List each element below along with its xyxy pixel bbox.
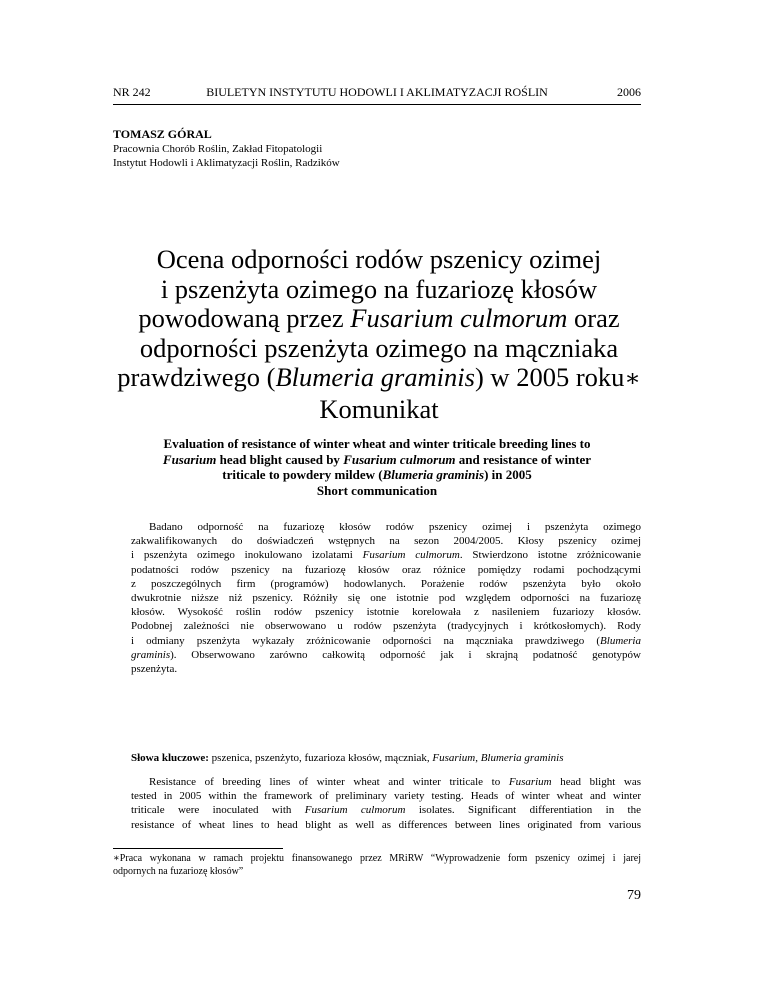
english-title-species: Blumeria graminis	[382, 467, 485, 482]
abstract-line: pszenżyta.	[131, 662, 178, 675]
abstract-line	[131, 775, 641, 789]
keywords-label: Słowa kluczowe:	[131, 752, 209, 764]
title-species-name: Blumeria graminis	[275, 362, 475, 392]
title-text: ) w 2005 roku	[474, 362, 625, 392]
title-line-4: odporności pszenżyta ozimego na mączniaka	[139, 332, 619, 363]
title-line-2: i pszenżyta ozimego na fuzariozę kłosów	[160, 273, 598, 304]
title-line-6: Komunikat	[319, 393, 439, 424]
english-title-text: ) in 2005	[484, 467, 532, 482]
abstract-line: Podobnej zależności nie obserwowano u rodów pszenżyta (tradycyjnych i krótkosłomych). Rody	[131, 620, 641, 633]
abstract-line: podatności rodów pszenicy na fuzariozę kłosów oraz różnice pomiędzy rodami pochodzącymi	[131, 563, 641, 576]
english-title-line-4: Short communication	[316, 482, 438, 498]
footnote-line: odpornych na fuzariozę kłosów”	[113, 866, 244, 877]
abstract-text: isolates. Significant differentiation in the	[405, 804, 641, 817]
english-title-line-2	[113, 452, 641, 468]
title-text: oraz	[567, 303, 620, 333]
abstract-line: kłosów. Wysokość roślin rodów pszenicy istotnie korelowała z nasileniem fuzariozy kłosów.	[131, 606, 641, 619]
abstract-polish	[131, 520, 641, 676]
abstract-line: tested in 2005 within the framework of preliminary variety testing. Heads of winter wheat and winter	[131, 790, 641, 803]
title-line-1: Ocena odporności rodów pszenicy ozimej	[156, 244, 602, 274]
abstract-line: dwukrotnie niższe niż pszenicy. Różniły się one istotnie pod względem odporności na fuzariozę	[131, 591, 641, 604]
abstract-text: Resistance of breeding lines of winter wheat and winter triticale to	[149, 776, 509, 788]
abstract-line: zakwalifikowanych do doświadczeń wstępnych na sezon 2004/2005. Kłosy pszenicy ozimej	[131, 535, 641, 548]
english-title-text: triticale to powdery mildew (	[222, 467, 383, 482]
footnote	[113, 852, 641, 878]
title-text: prawdziwego (	[117, 362, 276, 392]
english-title-text: head blight caused by	[216, 451, 344, 467]
abstract-text: i odmiany pszenżyta wykazały zróżnicowanie odporności na mączniaka prawdziwego (	[131, 634, 601, 647]
species-name: Fusarium culmorum	[304, 804, 406, 817]
title-line-5	[100, 363, 658, 395]
abstract-line: resistance of wheat lines to head blight as well as differences between lines originated from various	[131, 818, 641, 831]
abstract-text: triticale were inoculated with	[131, 804, 305, 817]
species-name: Blumeria	[600, 634, 641, 647]
author-name: TOMASZ GÓRAL	[113, 127, 212, 141]
abstract-line	[131, 648, 641, 662]
abstract-text: . Stwierdzono istotne zróżnicowanie	[459, 549, 641, 562]
abstract-english	[131, 775, 641, 832]
issue-number: NR 242	[113, 85, 151, 99]
abstract-line	[131, 634, 641, 648]
keywords	[131, 751, 641, 765]
abstract-text: ). Obserwowano zarówno całkowitą odporność jak i skrajną podatność genotypów	[170, 648, 641, 661]
abstract-line	[131, 548, 641, 562]
species-name: Fusarium	[508, 776, 552, 788]
abstract-text: head blight was	[551, 776, 641, 788]
abstract-line: Badano odporność na fuzariozę kłosów rodów pszenicy ozimej i pszenżyta ozimego	[149, 521, 641, 533]
english-title-species: Fusarium culmorum	[343, 451, 456, 467]
english-title-line-1: Evaluation of resistance of winter wheat and winter triticale breeding lines to	[163, 436, 591, 451]
author-affiliation-1: Pracownia Chorób Roślin, Zakład Fitopatologii	[113, 143, 323, 155]
abstract-line: z poszczególnych firm (programów) hodowlanych. Porażenie rodów pszenżyta było około	[131, 577, 641, 590]
title-text: powodowaną przez	[138, 303, 351, 333]
keywords-text: pszenica, pszenżyto, fuzarioza kłosów, mączniak,	[208, 752, 433, 764]
header-rule	[113, 104, 641, 105]
keyword-species: Blumeria graminis	[480, 752, 564, 764]
abstract-text: i pszenżyta ozimego inokulowano izolatami	[131, 549, 363, 562]
keyword-species: Fusarium	[432, 752, 476, 764]
title-line-3	[100, 304, 658, 334]
abstract-line	[131, 803, 641, 817]
paper-title	[100, 245, 658, 424]
publication-year: 2006	[617, 85, 641, 99]
journal-name: BIULETYN INSTYTUTU HODOWLI I AKLIMATYZACJI ROŚLIN	[206, 85, 548, 99]
author-affiliation-2: Instytut Hodowli i Aklimatyzacji Roślin, Radzików	[113, 157, 340, 169]
english-title-species: Fusarium	[162, 451, 217, 467]
footnote-rule	[113, 848, 283, 849]
page-number: 79	[627, 888, 641, 903]
english-title	[113, 436, 641, 498]
keywords-text: ,	[475, 752, 481, 764]
footnote-marker: ∗	[624, 366, 641, 392]
english-title-text: and resistance of winter	[455, 451, 592, 467]
species-name: Fusarium culmorum	[362, 549, 460, 562]
species-name: graminis	[131, 648, 171, 661]
title-species-name: Fusarium culmorum	[350, 303, 568, 333]
footnote-line: ∗Praca wykonana w ramach projektu finansowanego przez MRiRW “Wyprowadzenie form pszenicy ozimej i jarej	[113, 853, 641, 864]
english-title-line-3	[113, 467, 641, 483]
